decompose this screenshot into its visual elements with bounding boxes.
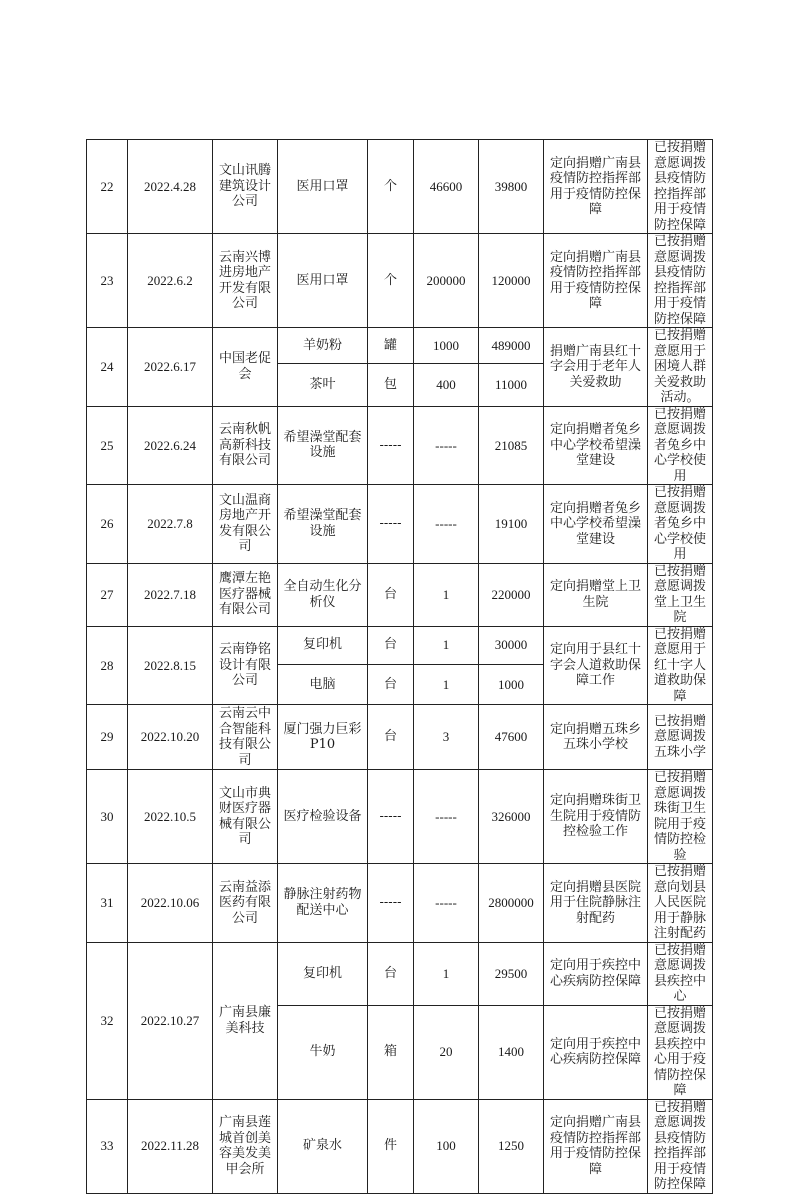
table-row [87, 406, 713, 485]
item-unit: 件 [368, 1099, 414, 1193]
donor-name: 文山讯腾建筑设计公司 [213, 140, 278, 234]
item-name: 厦门强力巨彩P10 [278, 705, 368, 770]
item-name: 医用口罩 [278, 140, 368, 234]
item-name: 医疗检验设备 [278, 770, 368, 864]
donation-table [86, 139, 713, 1194]
row-number: 32 [87, 942, 128, 1099]
item-name: 牛奶 [278, 1005, 368, 1099]
item-unit: 台 [368, 942, 414, 1005]
donation-purpose: 定向捐赠广南县疫情防控指挥部用于疫情防控保障 [544, 1099, 648, 1193]
item-quantity: 1 [414, 626, 479, 664]
donation-purpose: 定向捐赠者兔乡中心学校希望澡堂建设 [544, 406, 648, 485]
donation-purpose: 定向捐赠广南县疫情防控指挥部用于疫情防控保障 [544, 140, 648, 234]
item-unit: ----- [368, 864, 414, 943]
item-quantity: 46600 [414, 140, 479, 234]
table-row [87, 626, 713, 664]
donation-date: 2022.6.24 [128, 406, 213, 485]
donation-date: 2022.4.28 [128, 140, 213, 234]
item-amount: 489000 [479, 328, 544, 364]
item-unit: 台 [368, 664, 414, 704]
item-unit: 包 [368, 363, 414, 406]
donation-purpose: 定向用于疾控中心疾病防控保障 [544, 1005, 648, 1099]
allocation-status: 已按捐赠意愿调拨珠街卫生院用于疫情防控检验 [648, 770, 713, 864]
item-unit: 台 [368, 705, 414, 770]
item-unit: 箱 [368, 1005, 414, 1099]
table-row [87, 864, 713, 943]
row-number: 24 [87, 328, 128, 407]
donor-name: 云南兴博进房地产开发有限公司 [213, 234, 278, 328]
donor-name: 云南秋帆高新科技有限公司 [213, 406, 278, 485]
item-quantity: ----- [414, 864, 479, 943]
donation-date: 2022.7.8 [128, 485, 213, 564]
item-unit: ----- [368, 406, 414, 485]
table-row [87, 328, 713, 364]
item-quantity: 3 [414, 705, 479, 770]
item-quantity: ----- [414, 406, 479, 485]
table-row [87, 234, 713, 328]
item-quantity: 1000 [414, 328, 479, 364]
donation-purpose: 定向捐赠五珠乡五珠小学校 [544, 705, 648, 770]
row-number: 22 [87, 140, 128, 234]
row-number: 27 [87, 563, 128, 626]
donation-purpose: 定向用于疾控中心疾病防控保障 [544, 942, 648, 1005]
donation-purpose: 定向捐赠堂上卫生院 [544, 563, 648, 626]
item-amount: 220000 [479, 563, 544, 626]
item-name: 茶叶 [278, 363, 368, 406]
item-amount: 21085 [479, 406, 544, 485]
table-row [87, 942, 713, 1005]
donor-name: 广南县廉美科技 [213, 942, 278, 1099]
row-number: 29 [87, 705, 128, 770]
item-name: 复印机 [278, 942, 368, 1005]
table-row [87, 1099, 713, 1193]
donor-name: 中国老促会 [213, 328, 278, 407]
item-unit: 台 [368, 626, 414, 664]
row-number: 25 [87, 406, 128, 485]
item-amount: 1400 [479, 1005, 544, 1099]
allocation-status: 已按捐赠意愿用于困境人群关爱救助活动。 [648, 328, 713, 407]
donation-purpose: 定向捐赠珠街卫生院用于疫情防控检验工作 [544, 770, 648, 864]
item-unit: ----- [368, 485, 414, 564]
donation-purpose: 定向捐赠者兔乡中心学校希望澡堂建设 [544, 485, 648, 564]
item-quantity: 1 [414, 942, 479, 1005]
item-name: 希望澡堂配套设施 [278, 406, 368, 485]
item-amount: 39800 [479, 140, 544, 234]
item-name: 矿泉水 [278, 1099, 368, 1193]
donor-name: 云南益添医药有限公司 [213, 864, 278, 943]
donation-date: 2022.10.27 [128, 942, 213, 1099]
donation-date: 2022.7.18 [128, 563, 213, 626]
donor-name: 云南云中合智能科技有限公司 [213, 705, 278, 770]
item-unit: ----- [368, 770, 414, 864]
donor-name: 云南铮铭设计有限公司 [213, 626, 278, 705]
item-name: 医用口罩 [278, 234, 368, 328]
table-row [87, 563, 713, 626]
donation-date: 2022.10.20 [128, 705, 213, 770]
item-quantity: 100 [414, 1099, 479, 1193]
donation-date: 2022.10.06 [128, 864, 213, 943]
allocation-status: 已按捐赠意愿调拨县疾控中心 [648, 942, 713, 1005]
item-quantity: 1 [414, 563, 479, 626]
item-amount: 29500 [479, 942, 544, 1005]
row-number: 28 [87, 626, 128, 705]
allocation-status: 已按捐赠意愿调拨者兔乡中心学校使用 [648, 485, 713, 564]
row-number: 26 [87, 485, 128, 564]
donation-purpose: 定向捐赠县医院用于住院静脉注射配药 [544, 864, 648, 943]
item-name: 复印机 [278, 626, 368, 664]
donor-name: 文山市典财医疗器械有限公司 [213, 770, 278, 864]
item-amount: 11000 [479, 363, 544, 406]
donor-name: 鹰潭左艳医疗器械有限公司 [213, 563, 278, 626]
donation-date: 2022.6.17 [128, 328, 213, 407]
item-unit: 个 [368, 234, 414, 328]
item-quantity: ----- [414, 770, 479, 864]
item-unit: 台 [368, 563, 414, 626]
item-amount: 326000 [479, 770, 544, 864]
allocation-status: 已按捐赠意愿调拨者兔乡中心学校使用 [648, 406, 713, 485]
donation-date: 2022.10.5 [128, 770, 213, 864]
allocation-status: 已按捐赠意愿调拨县疫情防控指挥部用于疫情防控保障 [648, 140, 713, 234]
table-row [87, 770, 713, 864]
donor-name: 文山温商房地产开发有限公司 [213, 485, 278, 564]
item-quantity: ----- [414, 485, 479, 564]
donation-purpose: 定向捐赠广南县疫情防控指挥部用于疫情防控保障 [544, 234, 648, 328]
item-name: 希望澡堂配套设施 [278, 485, 368, 564]
allocation-status: 已按捐赠意向划县人民医院用于静脉注射配药 [648, 864, 713, 943]
item-name: 电脑 [278, 664, 368, 704]
item-amount: 30000 [479, 626, 544, 664]
item-amount: 47600 [479, 705, 544, 770]
item-name: 羊奶粉 [278, 328, 368, 364]
allocation-status: 已按捐赠意愿调拨堂上卫生院 [648, 563, 713, 626]
row-number: 33 [87, 1099, 128, 1193]
item-amount: 2800000 [479, 864, 544, 943]
donation-date: 2022.11.28 [128, 1099, 213, 1193]
allocation-status: 已按捐赠意愿调拨县疫情防控指挥部用于疫情防控保障 [648, 234, 713, 328]
table-row [87, 140, 713, 234]
allocation-status: 已按捐赠意愿用于红十字人道救助保障 [648, 626, 713, 705]
row-number: 23 [87, 234, 128, 328]
allocation-status: 已按捐赠意愿调拨五珠小学 [648, 705, 713, 770]
item-unit: 个 [368, 140, 414, 234]
item-quantity: 1 [414, 664, 479, 704]
item-unit: 罐 [368, 328, 414, 364]
item-amount: 19100 [479, 485, 544, 564]
donor-name: 广南县莲城首创美容美发美甲会所 [213, 1099, 278, 1193]
row-number: 30 [87, 770, 128, 864]
allocation-status: 已按捐赠意愿调拨县疾控中心用于疫情防控保障 [648, 1005, 713, 1099]
table-row [87, 485, 713, 564]
item-name: 全自动生化分析仪 [278, 563, 368, 626]
table-body [87, 140, 713, 1194]
row-number: 31 [87, 864, 128, 943]
item-quantity: 200000 [414, 234, 479, 328]
item-name: 静脉注射药物配送中心 [278, 864, 368, 943]
allocation-status: 已按捐赠意愿调拨县疫情防控指挥部用于疫情防控保障 [648, 1099, 713, 1193]
donation-date: 2022.6.2 [128, 234, 213, 328]
item-amount: 1000 [479, 664, 544, 704]
item-amount: 120000 [479, 234, 544, 328]
donation-purpose: 定向用于县红十字会人道救助保障工作 [544, 626, 648, 705]
donation-date: 2022.8.15 [128, 626, 213, 705]
donation-purpose: 捐赠广南县红十字会用于老年人关爱救助 [544, 328, 648, 407]
item-amount: 1250 [479, 1099, 544, 1193]
item-quantity: 20 [414, 1005, 479, 1099]
table-row [87, 705, 713, 770]
item-quantity: 400 [414, 363, 479, 406]
